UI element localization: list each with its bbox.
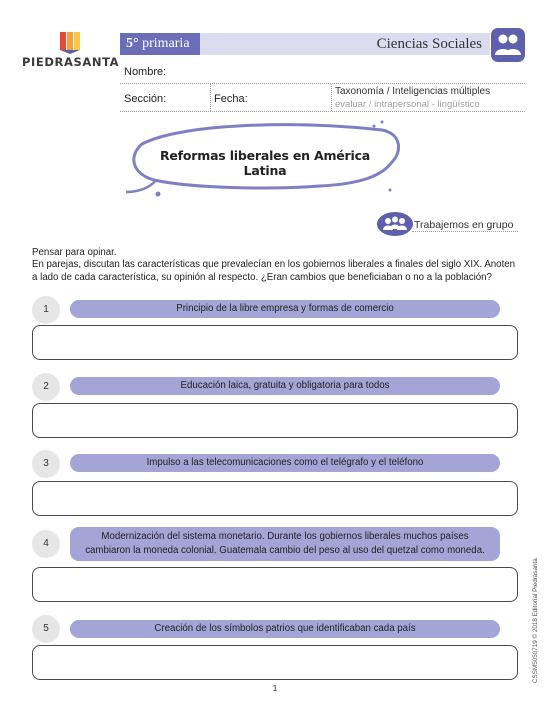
taxonomy-values: evaluar / intrapersonal - lingüístico xyxy=(335,99,480,110)
answer-box[interactable] xyxy=(32,567,518,602)
date-label: Fecha: xyxy=(214,93,248,105)
logo-text: PIEDRASANTA xyxy=(22,55,120,69)
item-number: 3 xyxy=(32,450,60,478)
grade-label xyxy=(120,33,200,55)
subject-badge xyxy=(491,28,525,62)
copyright-note: CSSM5050719 © 2018 Editorial Piedrasanta xyxy=(532,558,539,683)
answer-box[interactable] xyxy=(32,645,518,680)
piedrasanta-logo xyxy=(22,30,118,74)
item-number: 4 xyxy=(32,530,60,558)
team-icon xyxy=(491,28,525,62)
book-logo-icon xyxy=(58,30,82,54)
grade-number: 5° xyxy=(126,36,139,51)
page-number: 1 xyxy=(272,683,278,693)
group-work-underline xyxy=(412,231,518,232)
answer-box[interactable] xyxy=(32,481,518,516)
answer-box[interactable] xyxy=(32,325,518,360)
item-statement: Modernización del sistema monetario. Durante los gobiernos liberales muchos países cambiaron la moneda colonial. Guatemala cambio del peso al uso del quetzal como moneda. xyxy=(70,527,500,561)
instructions xyxy=(32,247,522,284)
instructions-body: En parejas, discutan las características que prevalecían en los gobiernos liberales a finales del siglo XIX. Anoten a lado de cada característica, su opinión al respecto. ¿Eran cambios que beneficiaban o no a la población? xyxy=(32,259,516,283)
item-statement: Creación de los símbolos patrios que identificaban cada país xyxy=(70,620,500,638)
subject-title: Ciencias Sociales xyxy=(376,36,482,52)
name-line[interactable] xyxy=(120,83,525,84)
taxonomy-title: Taxonomía / Inteligencias múltiples xyxy=(335,86,491,97)
instructions-heading: Pensar para opinar. xyxy=(32,247,117,258)
item-number: 1 xyxy=(32,296,60,324)
page-title: Reformas liberales en América Latina xyxy=(159,148,371,178)
item-statement: Impulso a las telecomunicaciones como el telégrafo y el teléfono xyxy=(70,454,500,472)
section-label: Sección: xyxy=(124,93,167,105)
name-label: Nombre: xyxy=(124,66,167,78)
item-number: 2 xyxy=(32,373,60,401)
item-statement: Principio de la libre empresa y formas de comercio xyxy=(70,300,500,318)
item-statement: Educación laica, gratuita y obligatoria para todos xyxy=(70,377,500,395)
divider xyxy=(210,84,211,111)
grade-word: primaria xyxy=(142,36,190,51)
divider xyxy=(331,84,332,111)
item-number: 5 xyxy=(32,615,60,643)
group-work-label: Trabajemos en grupo xyxy=(414,219,514,231)
answer-box[interactable] xyxy=(32,403,518,438)
group-icon xyxy=(376,211,414,237)
section-line xyxy=(120,111,525,112)
